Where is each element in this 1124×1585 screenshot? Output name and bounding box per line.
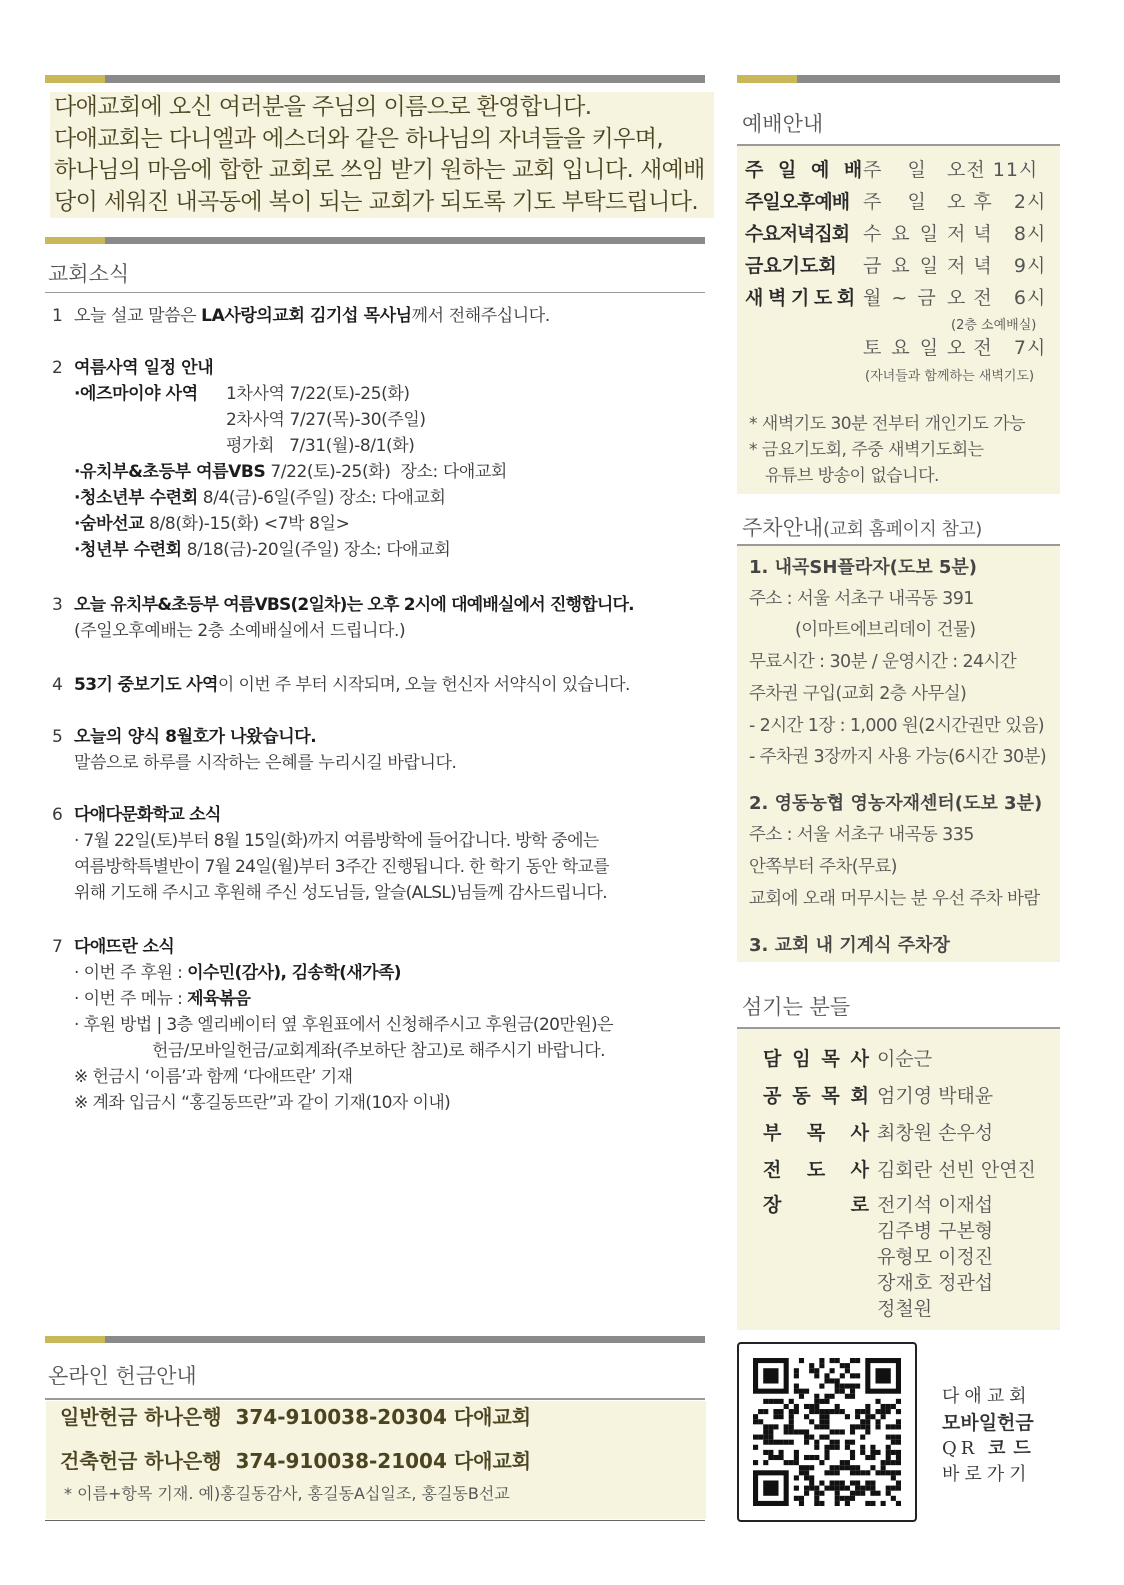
youth-label: ·청소년부 수련회 [74,488,198,508]
worship-day: 월 ~ 금 [863,287,938,309]
role-char: 사 [850,1159,869,1181]
item-number: 4 [52,675,63,695]
parking-2-address: 주소 : 서울 서초구 내곡동 335 [749,825,974,845]
welcome-message [50,92,714,218]
vbs-detail: 7/22(토)-25(화) 장소: 다애교회 [265,462,507,482]
item3-sub: (주일오후예배는 2층 소예배실에서 드립니다.) [74,621,406,641]
online-account-building: 건축헌금 하나은행 374-910038-21004 다애교회 [60,1449,532,1473]
staff-box [737,1029,1060,1330]
young-adult-detail: 8/18(금)-20일(주일) 장소: 다애교회 [181,540,451,560]
worship-time: 오전 11시 [947,159,1039,181]
support-note-2: ※ 계좌 입금시 “홍길동뜨란”과 같이 기재(10자 이내) [74,1093,451,1113]
worship-time: 저 녁 8시 [947,223,1047,245]
parking-title-main: 주차안내 [742,516,824,540]
saturday-note: (자녀들과 함께하는 새벽기도) [865,369,1035,384]
worship-name: 주 일 예 배 [745,159,867,181]
staff-role-elder [763,1190,869,1217]
parking-1-head: 1. 내곡SH플라자(도보 5분) [749,557,978,578]
menu-name: 제육볶음 [187,989,251,1009]
worship-day: 주 일 [863,159,928,181]
worship-time: 오 전 6시 [947,287,1047,309]
parking-title-sub: (교회 홈페이지 참고) [823,519,982,540]
sumba-label: ·숨바선교 [74,514,145,534]
item1-post: 께서 전해주십니다. [411,306,550,326]
worship-top-bar [737,75,1060,83]
youth-detail: 8/4(금)-6일(주일) 장소: 다애교회 [197,488,446,508]
qr-label-2: 모바일헌금 [942,1412,1034,1434]
ezma-line-1: 1차사역 7/22(토)-25(화) [226,384,410,404]
staff-title: 섬기는 분들 [742,995,851,1019]
item-number: 7 [52,937,63,957]
ezma-line-3: 평가회 7/31(월)-8/1(화) [226,436,415,456]
item1-pre: 오늘 설교 말씀은 [74,306,202,326]
welcome-bottom-bar [45,237,705,244]
online-title: 온라인 헌금안내 [48,1364,197,1388]
sponsor-names: 이수민(감사), 김송학(새가족) [187,963,401,983]
staff-role-senior-pastor [763,1044,869,1071]
parking-1-building: (이마트에브리데이 건물) [795,620,976,640]
online-account-general: 일반헌금 하나은행 374-910038-20304 다애교회 [60,1405,532,1429]
online-note: * 이름+항목 기재. 예)홍길동감사, 홍길동A십일조, 홍길동B선교 [64,1484,510,1503]
item-number: 2 [52,358,63,378]
role-char: 목 [821,1048,840,1070]
parking-1-hours: 무료시간 : 30분 / 운영시간 : 24시간 [749,652,1017,672]
role-char: 담 [763,1048,782,1070]
worship-box [737,146,1060,494]
role-char: 부 [763,1122,782,1144]
parking-title [742,512,982,542]
item-number: 5 [52,727,63,747]
qr-label-3a: QR [942,1438,979,1459]
item1-preacher: LA사랑의교회 김기섭 목사님 [201,306,412,326]
sumba-detail: 8/8(화)-15(화) <7박 8일> [144,514,350,534]
role-char: 임 [792,1048,811,1070]
role-char: 장 [763,1194,782,1216]
role-char: 전 [763,1159,782,1181]
parking-1-price: - 2시간 1장 : 1,000 원(2시간권만 있음) [749,716,1044,736]
parking-2-inner: 안쪽부터 주차(무료) [749,857,897,877]
worship-name: 새 벽 기 도 회 [745,287,855,309]
worship-time: 오 전 7시 [947,337,1047,359]
welcome-line-3: 하나님의 마음에 합한 교회로 쓰임 받기 원하는 교회 입니다. 새예배 [54,157,705,183]
online-bottom-rule [45,1520,705,1521]
staff-names-elder-3: 유형모 이정진 [877,1246,994,1268]
staff-names-evangelist: 김회란 선빈 안연진 [877,1159,1036,1181]
role-char: 목 [821,1085,840,1107]
young-adult-label: ·청년부 수련회 [74,540,182,560]
role-char: 로 [850,1194,869,1216]
worship-name: 수요저녁집회 [745,223,850,245]
parking-1-purchase: 주차권 구입(교회 2층 사무실) [749,684,967,704]
online-title-rule [45,1398,705,1400]
parking-box [737,546,1060,962]
item6-line-2: 여름방학특별반이 7월 24일(월)부터 3주간 진행됩니다. 한 학기 동안 학교를 [74,857,609,877]
worship-day: 금 요 일 [863,255,941,277]
welcome-top-bar [45,75,705,83]
online-box [46,1401,706,1519]
staff-names-co-pastor: 엄기영 박태윤 [877,1085,994,1107]
role-char: 공 [763,1085,782,1107]
welcome-line-4: 당이 세워진 내곡동에 복이 되는 교회가 되도록 기도 부탁드립니다. [54,188,699,215]
vbs-label: ·유치부&초등부 여름VBS [74,462,266,482]
item5-sub: 말씀으로 하루를 시작하는 은혜를 누리시길 바랍니다. [74,753,457,773]
worship-title: 예배안내 [742,112,824,136]
item-number: 6 [52,805,63,825]
role-char: 회 [850,1085,869,1107]
parking-1-limit: - 주차권 3장까지 사용 가능(6시간 30분) [749,747,1047,767]
role-char: 동 [792,1085,811,1107]
parking-2-note: 교회에 오래 머무시는 분 우선 주차 바람 [749,889,1040,909]
staff-role-evangelist [763,1155,869,1182]
staff-names-elder-5: 정철원 [877,1298,933,1320]
qr-label-3 [942,1434,1039,1460]
item7-title: 다애뜨란 소식 [74,937,175,957]
news-title: 교회소식 [48,262,130,286]
worship-note-2: * 금요기도회, 주중 새벽기도회는 [749,440,984,460]
role-char: 도 [806,1159,826,1181]
staff-names-associate-pastor: 최창원 손우성 [877,1122,994,1144]
welcome-line-1: 다애교회에 오신 여러분을 주님의 이름으로 환영합니다. [54,94,592,120]
role-char: 목 [806,1122,826,1144]
item2-title: 여름사역 일정 안내 [74,358,214,378]
worship-note-1: * 새벽기도 30분 전부터 개인기도 가능 [749,414,1026,434]
welcome-line-2: 다애교회는 다니엘과 에스더와 같은 하나님의 자녀들을 키우며, [54,125,664,152]
online-top-bar [45,1336,705,1343]
staff-names-elder-2: 김주병 구본형 [877,1220,994,1242]
item4-bold: 53기 중보기도 사역 [74,675,218,695]
support-method-2: 헌금/모바일헌금/교회계좌(주보하단 참고)로 해주시기 바랍니다. [152,1041,605,1061]
role-char: 사 [850,1048,869,1070]
menu-label: · 이번 주 메뉴 : [74,989,188,1009]
worship-day: 주 일 [863,191,928,213]
dawn-location-note: (2층 소예배실) [951,318,1037,333]
item3-headline: 오늘 유치부&초등부 여름VBS(2일차)는 오후 2시에 대예배실에서 진행합니다. [74,595,634,615]
staff-role-co-pastor [763,1081,869,1108]
support-note-1: ※ 헌금시 ‘이름’과 함께 ‘다애뜨란’ 기재 [74,1067,353,1087]
item-number: 3 [52,595,63,615]
support-method-1: · 후원 방법 | 3층 엘리베이터 옆 후원표에서 신청해주시고 후원금(20만원)은 [74,1015,613,1035]
qr-label-1: 다애교회 [942,1386,1032,1407]
worship-time: 저 녁 9시 [947,255,1047,277]
worship-day: 토 요 일 [863,337,941,359]
qr-label-4: 바로가기 [942,1464,1032,1485]
item5-headline: 오늘의 양식 8월호가 나왔습니다. [74,727,317,747]
worship-name: 금요기도회 [745,255,837,277]
item6-line-3: 위해 기도해 주시고 후원해 주신 성도님들, 알슬(ALSL)님들께 감사드립니다. [74,883,607,903]
sponsor-label: · 이번 주 후원 : [74,963,188,983]
qr-label-3b: 코드 [988,1438,1039,1459]
staff-names-senior-pastor: 이순근 [877,1048,933,1070]
item6-line-1: · 7월 22일(토)부터 8월 15일(화)까지 여름방학에 들어갑니다. 방학 중에는 [74,831,599,851]
staff-names-elder: 전기석 이재섭 [877,1194,994,1216]
staff-role-associate-pastor [763,1118,869,1145]
staff-names-elder-4: 장재호 정관섭 [877,1272,994,1294]
qr-code-image [739,1344,915,1520]
parking-2-head: 2. 영동농협 영농자재센터(도보 3분) [749,793,1043,814]
item4-rest: 이 이번 주 부터 시작되며, 오늘 헌신자 서약식이 있습니다. [217,675,630,695]
worship-time: 오 후 2시 [947,191,1047,213]
ezma-label: ·에즈마이야 사역 [74,384,198,404]
worship-name: 주일오후예배 [745,191,850,213]
worship-note-3: 유튜브 방송이 없습니다. [765,466,939,486]
item6-title: 다애다문화학교 소식 [74,805,221,825]
qr-code[interactable] [737,1342,917,1522]
worship-day: 수 요 일 [863,223,941,245]
ezma-line-2: 2차사역 7/27(목)-30(주일) [226,410,426,430]
item-number: 1 [52,306,63,326]
parking-3-head: 3. 교회 내 기계식 주차장 [749,935,950,956]
parking-1-address: 주소 : 서울 서초구 내곡동 391 [749,589,974,609]
role-char: 사 [850,1122,869,1144]
news-title-rule [45,292,705,293]
